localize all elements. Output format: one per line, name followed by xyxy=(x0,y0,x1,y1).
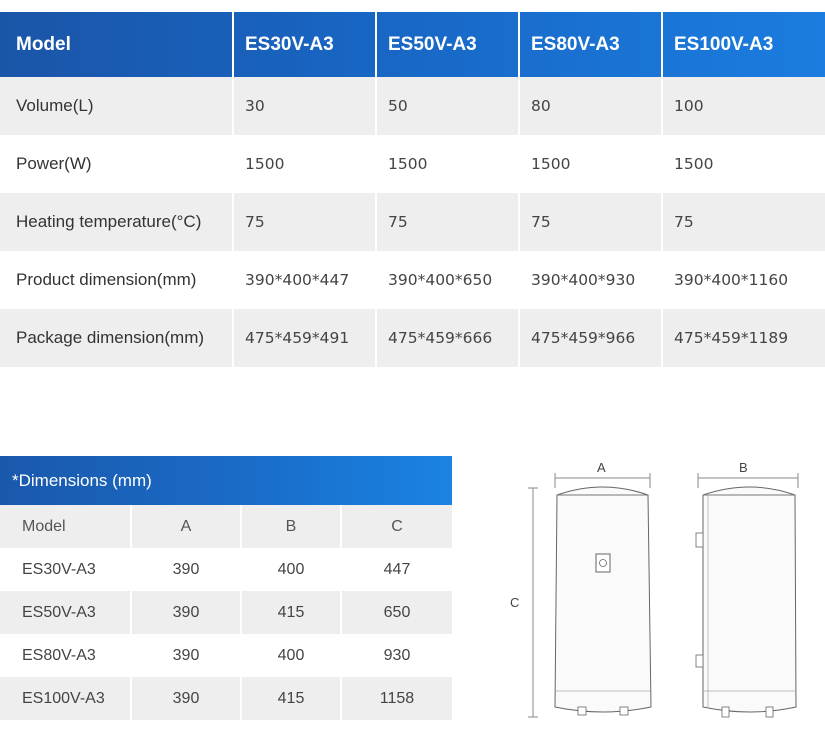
dimensions-cell-a: 390 xyxy=(130,591,240,634)
dimensions-row-es50v xyxy=(0,591,452,634)
spec-cell: 1500 xyxy=(518,135,661,193)
dimensions-cell-c: 447 xyxy=(340,548,452,591)
dimensions-row-es80v xyxy=(0,634,452,677)
spec-cell: 390*400*447 xyxy=(232,251,375,309)
dimensions-header-a: A xyxy=(130,505,240,548)
dimensions-cell-b: 415 xyxy=(240,677,340,720)
thermostat-icon xyxy=(596,554,610,572)
dimension-c-label: C xyxy=(510,595,520,610)
heater-front-view xyxy=(555,487,651,715)
dimensions-cell-c: 1158 xyxy=(340,677,452,720)
spec-header-model: Model xyxy=(16,33,71,55)
spec-row-power xyxy=(0,135,825,193)
dimension-b-label: B xyxy=(739,460,748,475)
spec-cell: 50 xyxy=(375,77,518,135)
spec-header-es50v: ES50V-A3 xyxy=(375,12,518,77)
spec-cell: 75 xyxy=(232,193,375,251)
spec-row-label: Package dimension(mm) xyxy=(16,328,205,347)
wall-bracket-icon xyxy=(696,655,703,667)
dimensions-title: *Dimensions (mm) xyxy=(0,456,452,505)
spec-cell: 75 xyxy=(518,193,661,251)
water-heater-drawing xyxy=(500,455,820,735)
dimensions-row-es100v xyxy=(0,677,452,720)
spec-cell: 1500 xyxy=(661,135,825,193)
dimensions-row-es30v xyxy=(0,548,452,591)
spec-cell: 30 xyxy=(232,77,375,135)
spec-header-row xyxy=(0,12,825,77)
spec-cell: 75 xyxy=(661,193,825,251)
dimensions-cell-b: 400 xyxy=(240,634,340,677)
dimensions-cell-a: 390 xyxy=(130,677,240,720)
dimension-a-label: A xyxy=(597,460,606,475)
spec-row-package-dimension xyxy=(0,309,825,367)
dimensions-model-cell: ES80V-A3 xyxy=(22,646,96,664)
spec-cell: 1500 xyxy=(232,135,375,193)
dimension-c-line xyxy=(528,488,538,717)
dimensions-header-c: C xyxy=(340,505,452,548)
dimensions-cell-c: 650 xyxy=(340,591,452,634)
dimension-b-line xyxy=(698,473,798,488)
spec-row-label: Volume(L) xyxy=(16,96,94,115)
spec-row-product-dimension xyxy=(0,251,825,309)
spec-row-label: Product dimension(mm) xyxy=(16,270,197,289)
dimensions-header-b: B xyxy=(240,505,340,548)
spec-cell: 390*400*650 xyxy=(375,251,518,309)
dimensions-cell-a: 390 xyxy=(130,548,240,591)
spec-cell: 390*400*930 xyxy=(518,251,661,309)
spec-row-label: Power(W) xyxy=(16,154,92,173)
spec-table xyxy=(0,12,825,367)
spec-cell: 475*459*666 xyxy=(375,309,518,367)
spec-row-label: Heating temperature(°C) xyxy=(16,212,202,231)
heater-side-view xyxy=(696,487,796,717)
dimensions-cell-c: 930 xyxy=(340,634,452,677)
dimensions-header-row xyxy=(0,505,452,548)
dimensions-model-cell: ES100V-A3 xyxy=(22,689,105,707)
spec-cell: 475*459*1189 xyxy=(661,309,825,367)
spec-row-heating-temperature xyxy=(0,193,825,251)
spec-header-es80v: ES80V-A3 xyxy=(518,12,661,77)
spec-cell: 475*459*491 xyxy=(232,309,375,367)
spec-header-es30v: ES30V-A3 xyxy=(232,12,375,77)
dimension-a-line xyxy=(555,473,650,488)
spec-cell: 80 xyxy=(518,77,661,135)
spec-cell: 100 xyxy=(661,77,825,135)
spec-cell: 75 xyxy=(375,193,518,251)
dimensions-cell-b: 400 xyxy=(240,548,340,591)
dimensions-model-cell: ES50V-A3 xyxy=(22,603,96,621)
dimensions-cell-a: 390 xyxy=(130,634,240,677)
dimensions-table xyxy=(0,456,452,720)
spec-cell: 390*400*1160 xyxy=(661,251,825,309)
spec-header-es100v: ES100V-A3 xyxy=(661,12,825,77)
dimensions-model-cell: ES30V-A3 xyxy=(22,560,96,578)
dimensions-header-model: Model xyxy=(22,517,66,535)
spec-cell: 1500 xyxy=(375,135,518,193)
wall-bracket-icon xyxy=(696,533,703,547)
dimensions-cell-b: 415 xyxy=(240,591,340,634)
spec-cell: 475*459*966 xyxy=(518,309,661,367)
spec-row-volume xyxy=(0,77,825,135)
